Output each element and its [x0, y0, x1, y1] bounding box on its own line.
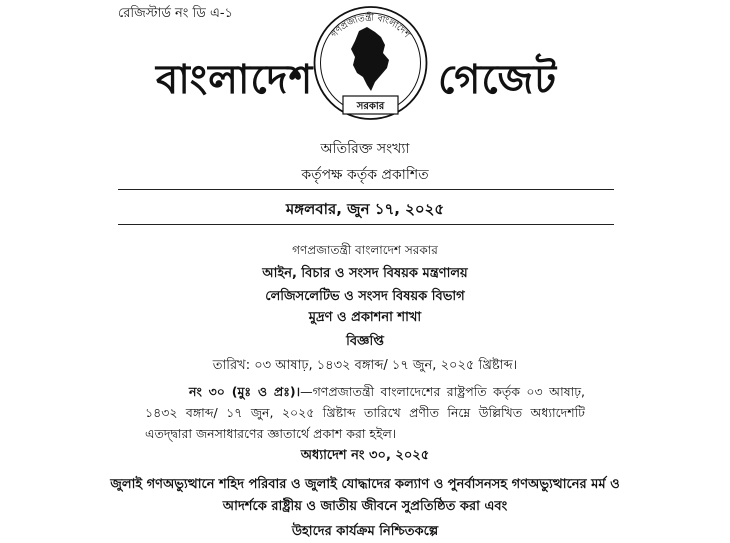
ministry-name: আইন, বিচার ও সংসদ বিষয়ক মন্ত্রণালয়	[262, 266, 468, 281]
seal-bottom-text: সরকার	[356, 101, 385, 112]
authority-label: কর্তৃপক্ষ কর্তৃক প্রকাশিত	[301, 167, 429, 183]
notice-text: —গণপ্রজাতন্ত্রী বাংলাদেশের রাষ্ট্রপতি কর্তৃক ০৩ আষাঢ়, ১৪৩২ বঙ্গাব্দ/ ১৭ জুন, ২০২৫ খ্রিষ্টাব্দ তারিখে প্রণীত নিম্নে উল্লিখিত অধ্যাদেশটি এতদ্দ্বারা জনসাধারণের জ্ঞাতার্থে প্রকাশ করা হইল।	[145, 384, 586, 441]
seal-top-text: গণপ্রজাতন্ত্রী বাংলাদেশ	[329, 13, 412, 40]
government-name: গণপ্রজাতন্ত্রী বাংলাদেশ সরকার	[292, 243, 438, 257]
ordinance-title-line2: আদর্শকে রাষ্ট্রীয় ও জাতীয় জীবনে সুপ্রতিষ্ঠিত করা এবং	[222, 499, 508, 514]
branch-name: মুদ্রণ ও প্রকাশনা শাখা	[308, 310, 422, 325]
bangladesh-map-icon	[351, 27, 389, 91]
issue-date: মঙ্গলবার, জুন ১৭, ২০২৫	[285, 200, 445, 218]
masthead-title-left: বাংলাদেশ	[156, 57, 314, 103]
ordinance-title-line3: উহাদের কার্যক্রম নিশ্চিতকল্পে	[291, 524, 439, 539]
registered-number: রেজিস্টার্ড নং ডি এ-১	[118, 6, 233, 21]
notice-paragraph	[145, 381, 585, 444]
ordinance-number: অধ্যাদেশ নং ৩০, ২০২৫	[300, 448, 430, 463]
divider-bottom	[118, 224, 614, 225]
division-name: লেজিসলেটিভ ও সংসদ বিষয়ক বিভাগ	[265, 289, 465, 304]
notice-title: বিজ্ঞপ্তি	[346, 334, 384, 349]
divider-top	[118, 189, 614, 190]
notice-date: তারিখ: ০৩ আষাঢ়, ১৪৩২ বঙ্গাব্দ/ ১৭ জুন, ২০২৫ খ্রিষ্টাব্দ।	[212, 358, 518, 373]
ordinance-title-line1: জুলাই গণঅভ্যুত্থানে শহিদ পরিবার ও জুলাই যোদ্ধাদের কল্যাণ ও পুনর্বাসনসহ গণঅভ্যুত্থানের মর্ম ও	[110, 477, 620, 492]
extra-issue-label: অতিরিক্ত সংখ্যা	[320, 141, 410, 157]
notice-reference: নং ৩০ (মুঃ ও প্রঃ)।	[189, 384, 301, 399]
masthead-title-right: গেজেট	[438, 57, 558, 103]
government-seal-icon	[309, 5, 432, 121]
